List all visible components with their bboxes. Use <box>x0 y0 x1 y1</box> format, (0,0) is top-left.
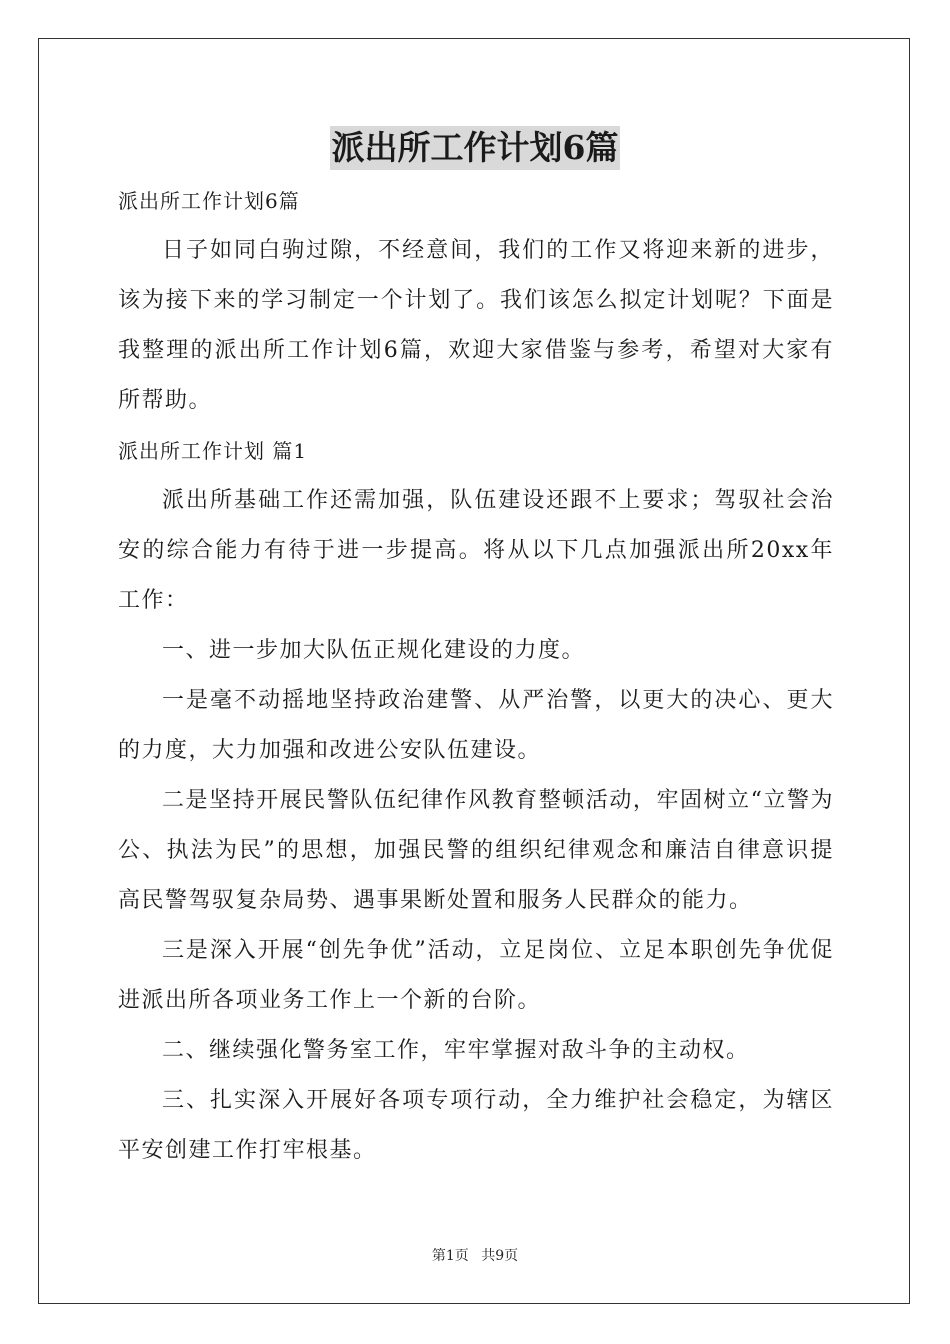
document-body <box>118 176 834 1176</box>
page-number-current: 第1页 <box>431 1248 469 1264</box>
body-paragraph: 二、继续强化警务室工作，牢牢掌握对敌斗争的主动权。 <box>162 1038 750 1063</box>
body-paragraph: 二是坚持开展民警队伍纪律作风教育整顿活动，牢固树立“立警为公、执法为民”的思想，加强民警的组织纪律观念和廉洁自律意识提高民警驾驭复杂局势、遇事果断处置和服务人民群众的能力。 <box>118 788 834 913</box>
document-subtitle: 派出所工作计划6篇 <box>118 189 300 213</box>
intro-paragraph: 日子如同白驹过隙，不经意间，我们的工作又将迎来新的进步，该为接下来的学习制定一个计划了。我们该怎么拟定计划呢？下面是我整理的派出所工作计划6篇，欢迎大家借鉴与参考，希望对大家有所帮助。 <box>118 238 834 413</box>
title-container <box>0 126 950 170</box>
page-footer <box>0 1246 950 1266</box>
page-number-total: 共9页 <box>481 1248 519 1264</box>
document-title: 派出所工作计划6篇 <box>330 126 621 170</box>
body-paragraph: 派出所基础工作还需加强，队伍建设还跟不上要求；驾驭社会治安的综合能力有待于进一步提高。将从以下几点加强派出所20xx年工作： <box>118 488 834 613</box>
section-heading: 派出所工作计划 篇1 <box>118 439 308 463</box>
body-paragraph: 三、扎实深入开展好各项专项行动，全力维护社会稳定，为辖区平安创建工作打牢根基。 <box>118 1088 834 1163</box>
body-paragraph: 三是深入开展“创先争优”活动，立足岗位、立足本职创先争优促进派出所各项业务工作上一个新的台阶。 <box>118 938 834 1013</box>
body-paragraph: 一、进一步加大队伍正规化建设的力度。 <box>162 638 586 663</box>
body-paragraph: 一是毫不动摇地坚持政治建警、从严治警，以更大的决心、更大的力度，大力加强和改进公安队伍建设。 <box>118 688 834 763</box>
